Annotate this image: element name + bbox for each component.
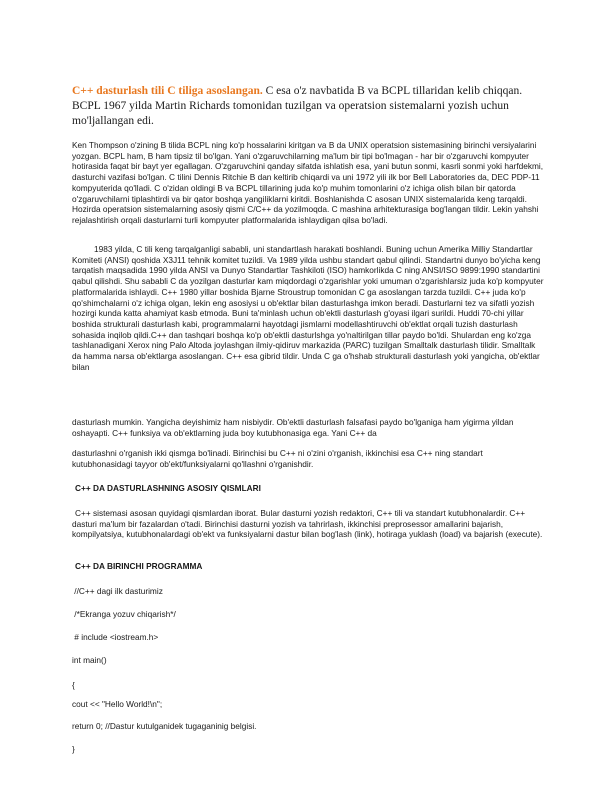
code-line: return 0; //Dastur kutulganidek tugaganinig belgisi.	[72, 721, 257, 731]
standard-paragraph: 1983 yilda, C tili keng tarqalganligi sababli, uni standartlash harakati boshlandi. Buning uchun Amerika Milliy Standartlar Komiteti (ANSI) qoshida X3J11 tehnik komitet tuzildi. Va 1989 yilda ushbu standart qabul qilindi. Standartni dunyo bo'yicha keng tarqatish maqsadida 1990 yilda ANSI va Dunyo Standartlar Tashkiloti (ISO) hamkorlikda C ning ANSI/ISO 9899:1990 standartini qabul qilishdi. Shu sababli C da yozilgan dasturlar kam miqdordagi o'zgarishlar yoki umuman o'zgarishlarsiz juda ko'p kompyuter platformalarida ishlaydi. C++ 1980 yillar boshida Bjarne Stroustrup tomonidan C ga asoslangan tarzda tuzildi. C++ juda ko'p qo'shimchalarni o'z ichiga olgan, lekin eng asosiysi u ob'ektlar bilan dasturlashga imkon beradi. Dasturlarni tez va sifatli yozish hozirgi kunda katta ahamiyat kasb etmoda. Buni ta'minlash uchun ob'ektli dasturlash g'oyasi ilgari surildi. Huddi 70-chi yillar boshida strukturali dasturlash kabi, programmalarni hayotdagi jismlarni modellashtiruvchi ob'ektlat orqali tuzish dasturlash sohasida inqilob qildi.C++ dan tashqari boshqa ko'p ob'ektli dasturlshga yo'naltirilgan tillar paydo bo'ldi. Shulardan eng ko'zga tashlanadigani Xerox ning Palo Altoda joylashgan ilmiy-qidiruv markazida (PARC) tuzilgan Smalltalk dasturlash tilidir. Smalltalk da hamma narsa ob'ektlarga asoslangan. C++ esa gibrid tildir. Unda C ga o'hshab strukturali dasturlash yoki yangicha, ob'ektlar bilan	[72, 244, 544, 372]
code-line: }	[72, 744, 75, 754]
intro-text: C esa o'z navbatida B va BCPL tillaridan kelib chiqqan. BCPL 1967 yilda Martin Richards tomonidan tuzilgan va operatsion sistemalarni yozish uchun mo'ljallangan edi.	[72, 85, 523, 127]
section-heading-parts: C++ DA DASTURLASHNING ASOSIY QISMLARI	[75, 483, 261, 493]
intro-highlight: C++ dasturlash tili C tiliga asoslangan.	[72, 85, 263, 97]
code-line: /*Ekranga yozuv chiqarish*/	[72, 609, 176, 619]
parts-paragraph: C++ sistemasi asosan quyidagi qismlardan iborat. Bular dasturni yozish redaktori, C++ tili va standart kutubhonalardir. C++ dasturi ma'lum bir fazalardan o'tadi. Birinchisi dasturni yozish va tahrirlash, ikkinchisi preprosessor amallarini bajarish, kompilyatsiya, kutubhonalardagi ob'ekt va funksiyalarni dastur bilan bog'lash (link), hotiraga yuklash (load) va bajarish (execute).	[72, 508, 543, 540]
history-paragraph: Ken Thompson o'zining B tilida BCPL ning ko'p hossalarini kiritgan va B da UNIX operatsion sistemasining birinchi versiyalarini yozgan. BCPL ham, B ham tipsiz til bo'lgan. Yani o'zgaruvchilarning ma'lum bir tipi bo'lmagan - har bir o'zgaruvchi kompyuter hotirasida faqat bir bayt yer egallagan. O'zgaruvchini qanday sifatda ishlatish esa, yani butun sonmi, kasrli sonmi yoki harfdekmi, dasturchi vazifasi bo'lgan. C tilini Dennis Ritchie B dan keltirib chiqardi va uni 1972 yili ilk bor Bell Laboratories da, DEC PDP-11 kompyuterida qo'lladi. C o'zidan oldingi B va BCPL tillarining juda ko'p muhim tomonlarini o'z ichiga olish bilan bir qatorda o'zgaruvchilarni tiplashtirdi va bir qator boshqa yangiliklarni kiritdi. Boshlanishda C asosan UNIX sistemalarida keng tarqaldi. Hozirda operatsion sistemalarning asosiy qismi C/C++ da yozilmoqda. C mashina arhitekturasiga bog'langan tildir. Lekin yahshi rejalashtirish orqali dasturlarni turli kompyuter platformalarida ishlaydigan qilsa bo'ladi.	[72, 140, 544, 225]
learning-paragraph: dasturlashni o'rganish ikki qismga bo'linadi. Birinchisi bu C++ ni o'zini o'rganish, ikkinchisi esa C++ ning standart kutubhonasidagi tayyor ob'ekt/funksiyalarni qo'llashni o'rganishdir.	[72, 448, 483, 469]
code-line: int main()	[72, 655, 107, 665]
code-line: //C++ dagi ilk dasturimiz	[72, 586, 163, 596]
code-line: # include <iostream.h>	[72, 632, 159, 642]
section-heading-first-program: C++ DA BIRINCHI PROGRAMMA	[75, 561, 203, 571]
code-line: {	[72, 680, 75, 690]
continuation-paragraph: dasturlash mumkin. Yangicha deyishimiz ham nisbiydir. Ob'ektli dasturlash falsafasi paydo bo'lganiga ham yigirma yildan oshayapti. C++ funksiya va ob'ektlarning juda boy kutubhonasiga ega. Yani C++ da	[72, 417, 514, 438]
intro-paragraph	[72, 84, 542, 129]
code-line: cout << "Hello World!\n";	[72, 699, 163, 709]
